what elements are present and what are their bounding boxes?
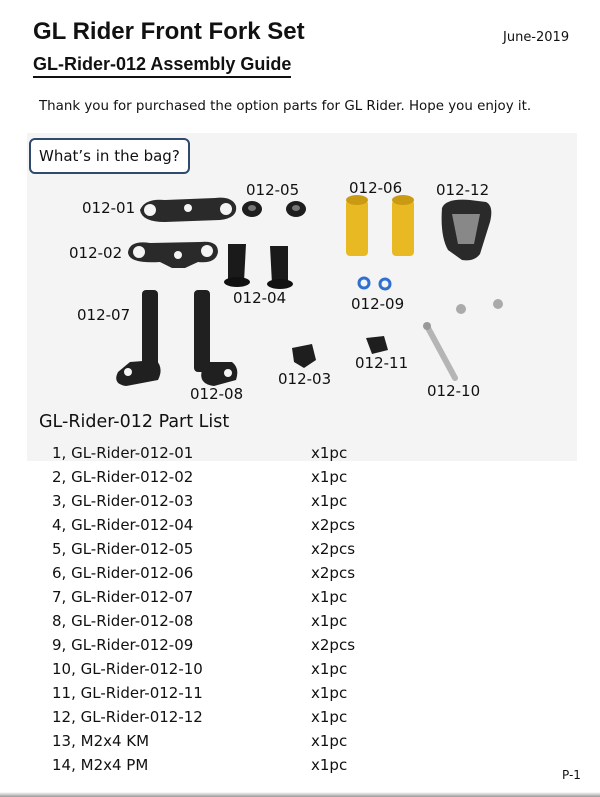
photo-label-012-03: 012-03 [278, 370, 332, 388]
part-list-item-qty: x1pc [311, 660, 348, 678]
part-012-12-cap [442, 200, 492, 261]
part-012-03-nut [292, 344, 316, 368]
part-list-item-name: 13, M2x4 KM [52, 732, 150, 750]
part-012-09-orings [359, 278, 390, 289]
photo-label-012-11: 012-11 [355, 354, 409, 372]
part-012-05-bushings [242, 201, 306, 217]
part-list-item-name: 12, GL-Rider-012-12 [52, 708, 203, 726]
photo-label-012-06: 012-06 [349, 179, 403, 197]
page-number: P-1 [562, 768, 581, 782]
part-list-item-name: 6, GL-Rider-012-06 [52, 564, 194, 582]
part-012-06-sleeves [346, 195, 414, 256]
document-date: June-2019 [503, 30, 570, 45]
page-bottom-edge [0, 792, 600, 797]
part-list-item-name: 14, M2x4 PM [52, 756, 149, 774]
part-012-01-plate [140, 198, 236, 222]
photo-label-012-09: 012-09 [351, 295, 405, 313]
photo-label-012-01: 012-01 [82, 199, 136, 217]
part-list-item-qty: x2pcs [311, 516, 356, 534]
part-012-11-nut [366, 336, 388, 354]
part-list-item-name: 2, GL-Rider-012-02 [52, 468, 194, 486]
part-screws [456, 299, 503, 314]
part-list-item-qty: x2pcs [311, 540, 356, 558]
part-list-item-name: 9, GL-Rider-012-09 [52, 636, 194, 654]
part-012-10-pin [423, 322, 455, 378]
photo-label-012-10: 012-10 [427, 382, 481, 400]
part-list-item-qty: x1pc [311, 588, 348, 606]
part-list-item-qty: x1pc [311, 444, 348, 462]
part-list-item-name: 3, GL-Rider-012-03 [52, 492, 194, 510]
part-list-item-qty: x1pc [311, 468, 348, 486]
part-list-item-name: 10, GL-Rider-012-10 [52, 660, 203, 678]
part-list-item-name: 1, GL-Rider-012-01 [52, 444, 194, 462]
photo-label-012-04: 012-04 [233, 289, 287, 307]
part-list-item-qty: x1pc [311, 708, 348, 726]
part-list-item-name: 8, GL-Rider-012-08 [52, 612, 194, 630]
part-list-item-qty: x2pcs [311, 636, 356, 654]
part-list-item-qty: x1pc [311, 492, 348, 510]
photo-label-012-02: 012-02 [69, 244, 123, 262]
part-list-item-name: 4, GL-Rider-012-04 [52, 516, 194, 534]
part-list-item-qty: x1pc [311, 732, 348, 750]
part-list-item-qty: x1pc [311, 684, 348, 702]
photo-label-012-05: 012-05 [246, 181, 300, 199]
photo-label-012-07: 012-07 [77, 306, 131, 324]
part-list-item-qty: x2pcs [311, 564, 356, 582]
photo-label-012-08: 012-08 [190, 385, 244, 403]
bag-contents-label: What’s in the bag? [29, 138, 190, 174]
part-012-08-fork-leg [194, 290, 237, 386]
part-list-item-name: 7, GL-Rider-012-07 [52, 588, 194, 606]
part-list-item-qty: x1pc [311, 612, 348, 630]
part-012-02-plate [128, 242, 218, 268]
part-list-item-name: 5, GL-Rider-012-05 [52, 540, 194, 558]
part-list-item-qty: x1pc [311, 756, 348, 774]
part-012-04-tubes [224, 244, 293, 289]
part-012-07-fork-leg [116, 290, 160, 386]
document-subtitle: GL-Rider-012 Assembly Guide [33, 54, 291, 78]
document-title: GL Rider Front Fork Set [33, 18, 305, 45]
intro-text: Thank you for purchased the option parts for GL Rider. Hope you enjoy it. [39, 99, 532, 114]
part-list-item-name: 11, GL-Rider-012-11 [52, 684, 203, 702]
photo-label-012-12: 012-12 [436, 181, 490, 199]
part-list-title: GL-Rider-012 Part List [39, 412, 230, 432]
